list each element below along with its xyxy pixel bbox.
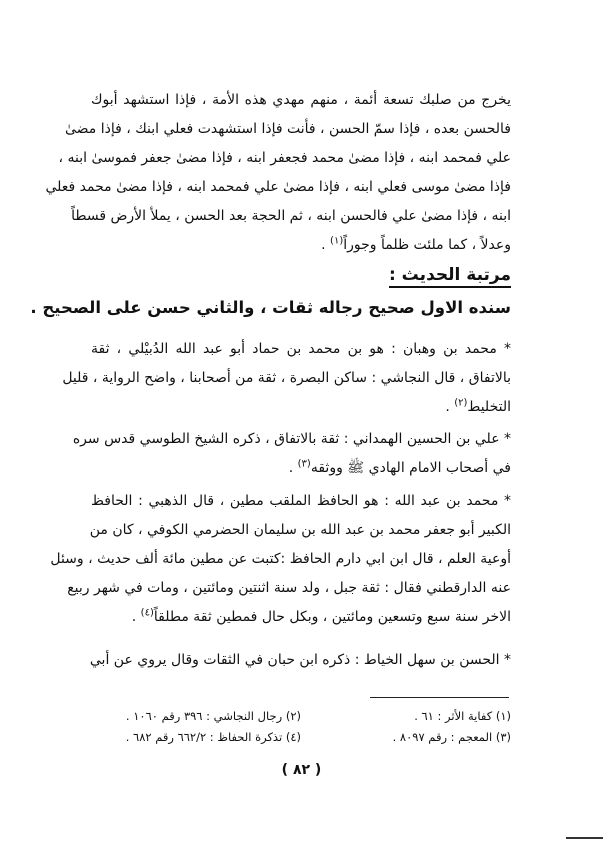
footnote-separator	[370, 697, 509, 698]
entry-line: أوعية العلم ، قال ابن ابي دارم الحافظ :كتبت عن مطين مائة ألف حديث ، وسئل	[50, 551, 511, 567]
footnote-2: (٢) رجال النجاشي : ٣٩٦ رقم ١٠٦٠ .	[125, 709, 301, 723]
narration-line: ابنه ، فإذا مضىٰ علي فالحسن ابنه ، ثم الحجة بعد الحسن ، يملأ الأرض قسطاً	[71, 208, 511, 224]
footnotes	[91, 706, 511, 748]
narration-last-line	[91, 231, 511, 260]
entry-line: * محمد بن وهبان : هو بن محمد بن حماد أبو عبد الله الدُبيْلي ، ثقة	[91, 341, 511, 357]
entry-last-line	[91, 454, 511, 483]
entry-end-dot: .	[131, 609, 141, 625]
entry-last-line	[91, 603, 511, 632]
entry-line: بالاتفاق ، قال النجاشي : ساكن البصرة ، ثقة من أصحابنا ، واضح الرواية ، قليل	[62, 370, 511, 386]
entry-last-text: الاخر سنة سبع وتسعين ومائتين ، وبكل حال فمطين ثقة مطلقاً	[153, 609, 511, 625]
entry-last-line	[91, 393, 511, 422]
narration-paragraph	[45, 86, 511, 260]
entry-end-dot: .	[445, 399, 455, 415]
entry-last-text: التخليط	[467, 399, 511, 415]
narrator-entry	[50, 487, 511, 632]
entry-end-dot: .	[288, 460, 298, 476]
entry-line: * علي بن الحسين الهمداني : ثقة بالاتفاق ، ذكره الشيخ الطوسي قدس سره	[72, 431, 511, 447]
footnote-3: (٣) المعجم : رقم ٨٠٩٧ .	[392, 730, 511, 744]
section-heading-sanad: سنده الاول صحيح رجاله ثقات ، والثاني حسن على الصحيح .	[30, 298, 511, 317]
scan-edge-mark	[566, 837, 603, 839]
page-number: ( ٨٢ )	[281, 762, 322, 778]
narration-line: علي فمحمد ابنه ، فإذا مضىٰ محمد فجعفر ابنه ، فإذا مضىٰ جعفر فموسىٰ ابنه ،	[58, 150, 511, 166]
narration-line: يخرج من صلبك تسعة أئمة ، منهم مهدي هذه الأمة ، فإذا استشهد أبوك	[91, 92, 511, 108]
footnote-ref-1: (١)	[330, 235, 344, 247]
narrator-entry	[62, 335, 511, 422]
narrator-entry	[72, 425, 511, 483]
footnote-1: (١) كفاية الأثر : ٦١ .	[414, 709, 511, 723]
footnote-row	[91, 706, 511, 727]
entry-line: * محمد بن عبد الله : هو الحافظ الملقب مطين ، قال الذهبي : الحافظ	[91, 493, 511, 509]
entry-last-text: في أصحاب الامام الهادي ﷺ ووثقه	[310, 460, 511, 476]
narration-line: فإذا مضىٰ موسى فعلي ابنه ، فإذا مضىٰ علي فمحمد ابنه ، فإذا مضىٰ محمد فعلي	[45, 179, 511, 195]
entry-line: الكبير أبو جعفر محمد بن عبد الله بن سليمان الحضرمي الكوفي ، كان من	[89, 522, 511, 538]
section-heading-grade	[389, 263, 511, 287]
narration-end-dot: .	[321, 237, 331, 253]
narrator-entry	[91, 646, 511, 675]
entry-last-line	[91, 646, 511, 675]
section-heading-grade-text: مرتبة الحديث :	[389, 265, 511, 288]
footnote-ref-4: (٤)	[140, 607, 154, 619]
footnote-row	[91, 727, 511, 748]
narration-line: فالحسن بعده ، فإذا سمّ الحسن ، فأنت فإذا استشهدت فعلي ابنك ، فإذا مضىٰ	[64, 121, 511, 137]
footnote-4: (٤) تذكرة الحفاظ : ٦٦٢/٢ رقم ٦٨٢ .	[125, 730, 301, 744]
entry-last-text: * الحسن بن سهل الخياط : ذكره ابن حبان في الثقات وقال يروي عن أبي	[89, 652, 511, 668]
entry-line: عنه الدارقطني فقال : ثقة جبل ، ولد سنة اثنتين ومائتين ، ومات في شهر ربيع	[67, 580, 511, 596]
footnote-ref-3: (٣)	[297, 458, 311, 470]
narration-last-text: وعدلاً ، كما ملئت ظلماً وجوراً	[343, 237, 511, 253]
footnote-ref-2: (٢)	[454, 397, 468, 409]
